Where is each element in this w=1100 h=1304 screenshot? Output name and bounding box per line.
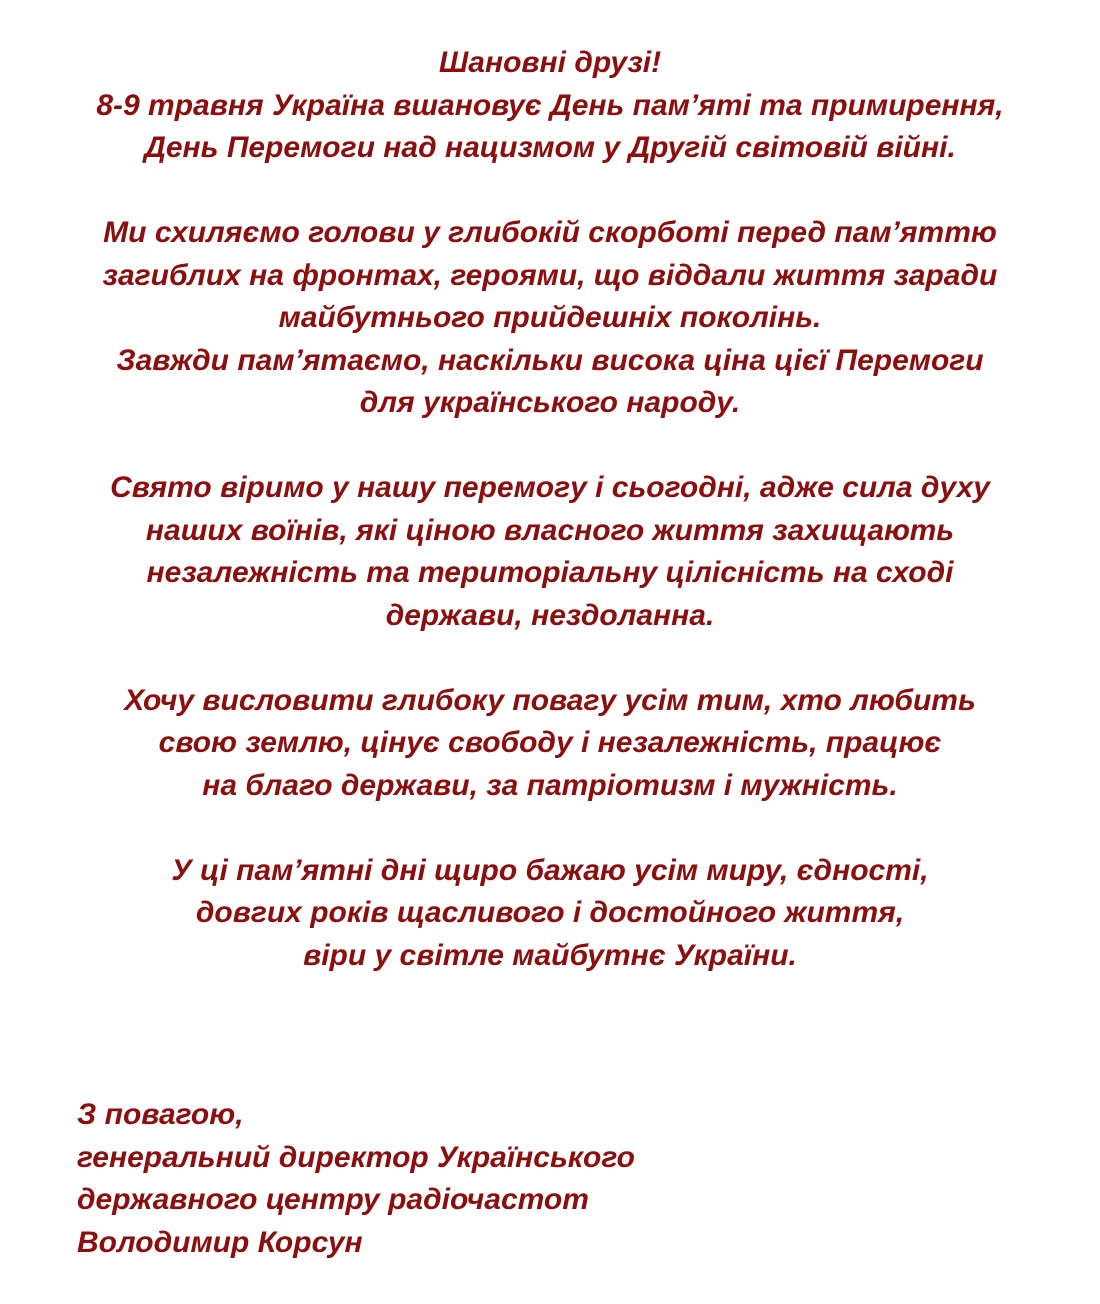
signature-organization: державного центру радіочастот <box>77 1183 589 1216</box>
paragraph-line: незалежність та територіальну цілісність на сході <box>146 556 954 589</box>
paragraph-line: для українського народу. <box>359 386 741 419</box>
paragraph-line: Свято віримо у нашу перемогу і сьогодні, адже сила духу <box>110 471 990 504</box>
paragraph-line: держави, нездоланна. <box>385 598 715 632</box>
signature-block <box>77 1094 635 1264</box>
paragraph-line: Завжди пам’ятаємо, наскільки висока ціна цієї Перемоги <box>116 343 984 377</box>
greeting-line: 8-9 травня Україна вшановує День пам’яті та примирення, <box>96 88 1004 122</box>
paragraph-line: Ми схиляємо голови у глибокій скорботі перед пам’яттю <box>103 216 997 249</box>
paragraph-spacer <box>0 807 1100 850</box>
paragraph-3 <box>0 680 1100 808</box>
greeting-line: День Перемоги над нацизмом у Другій світовій війні. <box>144 131 956 164</box>
paragraph-spacer <box>0 425 1100 468</box>
paragraph-1 <box>0 212 1100 425</box>
signature-closing: З повагою, <box>77 1098 244 1131</box>
paragraph-line: віри у світле майбутнє України. <box>303 938 797 972</box>
paragraph-spacer <box>0 637 1100 680</box>
paragraph-2 <box>0 467 1100 637</box>
paragraph-line: У ці пам’ятні дні щиро бажаю усім миру, єдності, <box>171 853 929 887</box>
letter-body <box>0 42 1100 977</box>
paragraph-line: довгих років щасливого і достойного життя, <box>195 896 905 929</box>
paragraph-line: Хочу висловити глибоку повагу усім тим, хто любить <box>124 683 976 717</box>
paragraph-line: майбутнього прийдешніх поколінь. <box>278 301 822 334</box>
signature-name: Володимир Корсун <box>77 1225 363 1259</box>
paragraph-line: загиблих на фронтах, героями, що віддали життя заради <box>102 258 998 292</box>
paragraph-4 <box>0 850 1100 978</box>
paragraph-line: свою землю, цінує свободу і незалежність, працює <box>158 726 942 759</box>
greeting-paragraph <box>0 42 1100 170</box>
paragraph-line: на благо держави, за патріотизм і мужність. <box>202 768 898 802</box>
signature-title: генеральний директор Українського <box>77 1140 635 1174</box>
paragraph-spacer <box>0 170 1100 213</box>
greeting-line: Шановні друзі! <box>438 46 662 79</box>
paragraph-line: наших воїнів, які ціною власного життя захищають <box>145 513 955 547</box>
